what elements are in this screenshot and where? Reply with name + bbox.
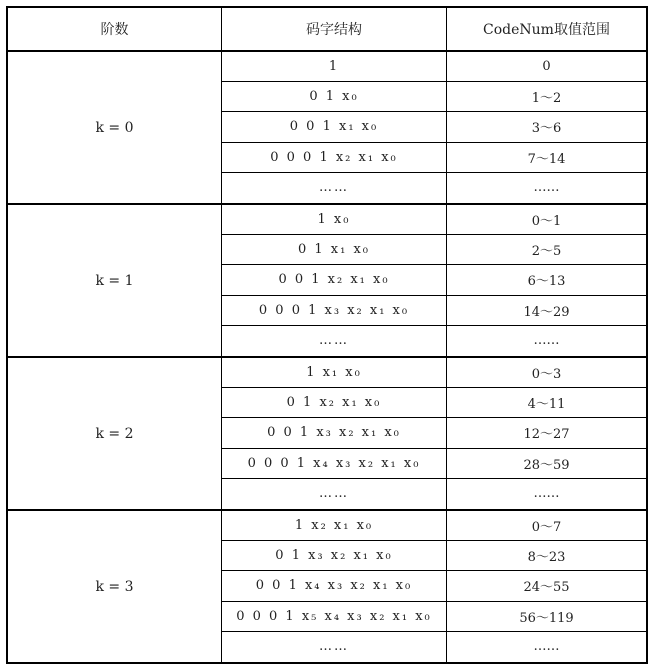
codenum-range-cell: …… [533,486,560,502]
order-group [8,511,646,662]
code-structure-cell: 0 1 x₂ x₁ x₀ [222,388,447,417]
table-row [222,143,646,173]
codenum-range-cell: 56～119 [519,610,574,626]
code-structure-cell: …… [222,632,447,662]
table-row [222,541,646,571]
code-structure-cell: 0 0 0 1 x₂ x₁ x₀ [222,143,447,172]
codenum-range-cell: 0 [542,59,551,75]
codenum-range-cell: …… [533,180,560,196]
exp-golomb-table [6,6,648,664]
table-row [222,358,646,388]
codenum-range-cell: 1～2 [531,91,562,107]
code-structure-cell: 0 0 1 x₂ x₁ x₀ [222,265,447,294]
table-row [222,235,646,265]
table-header-row [8,8,646,52]
code-structure-cell: …… [222,173,447,203]
codenum-range-cell: 0～1 [531,214,562,230]
table-row [222,479,646,509]
table-row [222,326,646,356]
code-structure-cell: 0 1 x₃ x₂ x₁ x₀ [222,541,447,570]
table-row [222,82,646,112]
codenum-range-cell: 2～5 [531,244,562,260]
code-structure-cell: 0 1 x₀ [222,82,447,111]
order-group [8,205,646,358]
table-row [222,388,646,418]
order-cell: k = 2 [8,358,222,509]
table-row [222,112,646,142]
table-row [222,602,646,632]
codenum-range-cell: 14～29 [523,304,570,320]
table-row [222,449,646,479]
table-row [222,632,646,662]
code-structure-cell: …… [222,326,447,356]
table-row [222,265,646,295]
code-structure-cell: …… [222,479,447,509]
codenum-range-cell: 4～11 [527,397,566,413]
code-structure-cell: 0 0 1 x₄ x₃ x₂ x₁ x₀ [222,571,447,600]
header-codenum-range: CodeNum取值范围 [483,22,610,38]
order-cell: k = 1 [8,205,222,356]
order-cell: k = 0 [8,52,222,203]
codenum-range-cell: 7～14 [527,151,566,167]
code-structure-cell: 0 1 x₁ x₀ [222,235,447,264]
code-structure-cell: 1 x₀ [222,205,447,234]
codenum-range-cell: 0～3 [531,367,562,383]
codenum-range-cell: 28～59 [523,457,570,473]
codenum-range-cell: 8～23 [527,550,566,566]
codenum-range-cell: …… [533,333,560,349]
order-group [8,52,646,205]
code-structure-cell: 0 0 1 x₃ x₂ x₁ x₀ [222,418,447,447]
table-row [222,205,646,235]
table-row [222,418,646,448]
header-code-structure: 码字结构 [222,8,447,50]
table-row [222,296,646,326]
order-cell: k = 3 [8,511,222,662]
code-structure-cell: 1 x₁ x₀ [222,358,447,387]
codenum-range-cell: …… [533,639,560,655]
codenum-range-cell: 12～27 [523,427,570,443]
codenum-range-cell: 3～6 [531,121,562,137]
code-structure-cell: 0 0 0 1 x₃ x₂ x₁ x₀ [222,296,447,325]
table-row [222,571,646,601]
order-group [8,358,646,511]
code-structure-cell: 0 0 0 1 x₄ x₃ x₂ x₁ x₀ [222,449,447,478]
code-structure-cell: 1 x₂ x₁ x₀ [222,511,447,540]
code-structure-cell: 1 [222,52,447,81]
table-row [222,511,646,541]
codenum-range-cell: 24～55 [523,580,570,596]
table-row [222,173,646,203]
codenum-range-cell: 0～7 [531,520,562,536]
header-order: 阶数 [8,8,222,50]
code-structure-cell: 0 0 0 1 x₅ x₄ x₃ x₂ x₁ x₀ [222,602,447,631]
table-row [222,52,646,82]
code-structure-cell: 0 0 1 x₁ x₀ [222,112,447,141]
codenum-range-cell: 6～13 [527,274,566,290]
